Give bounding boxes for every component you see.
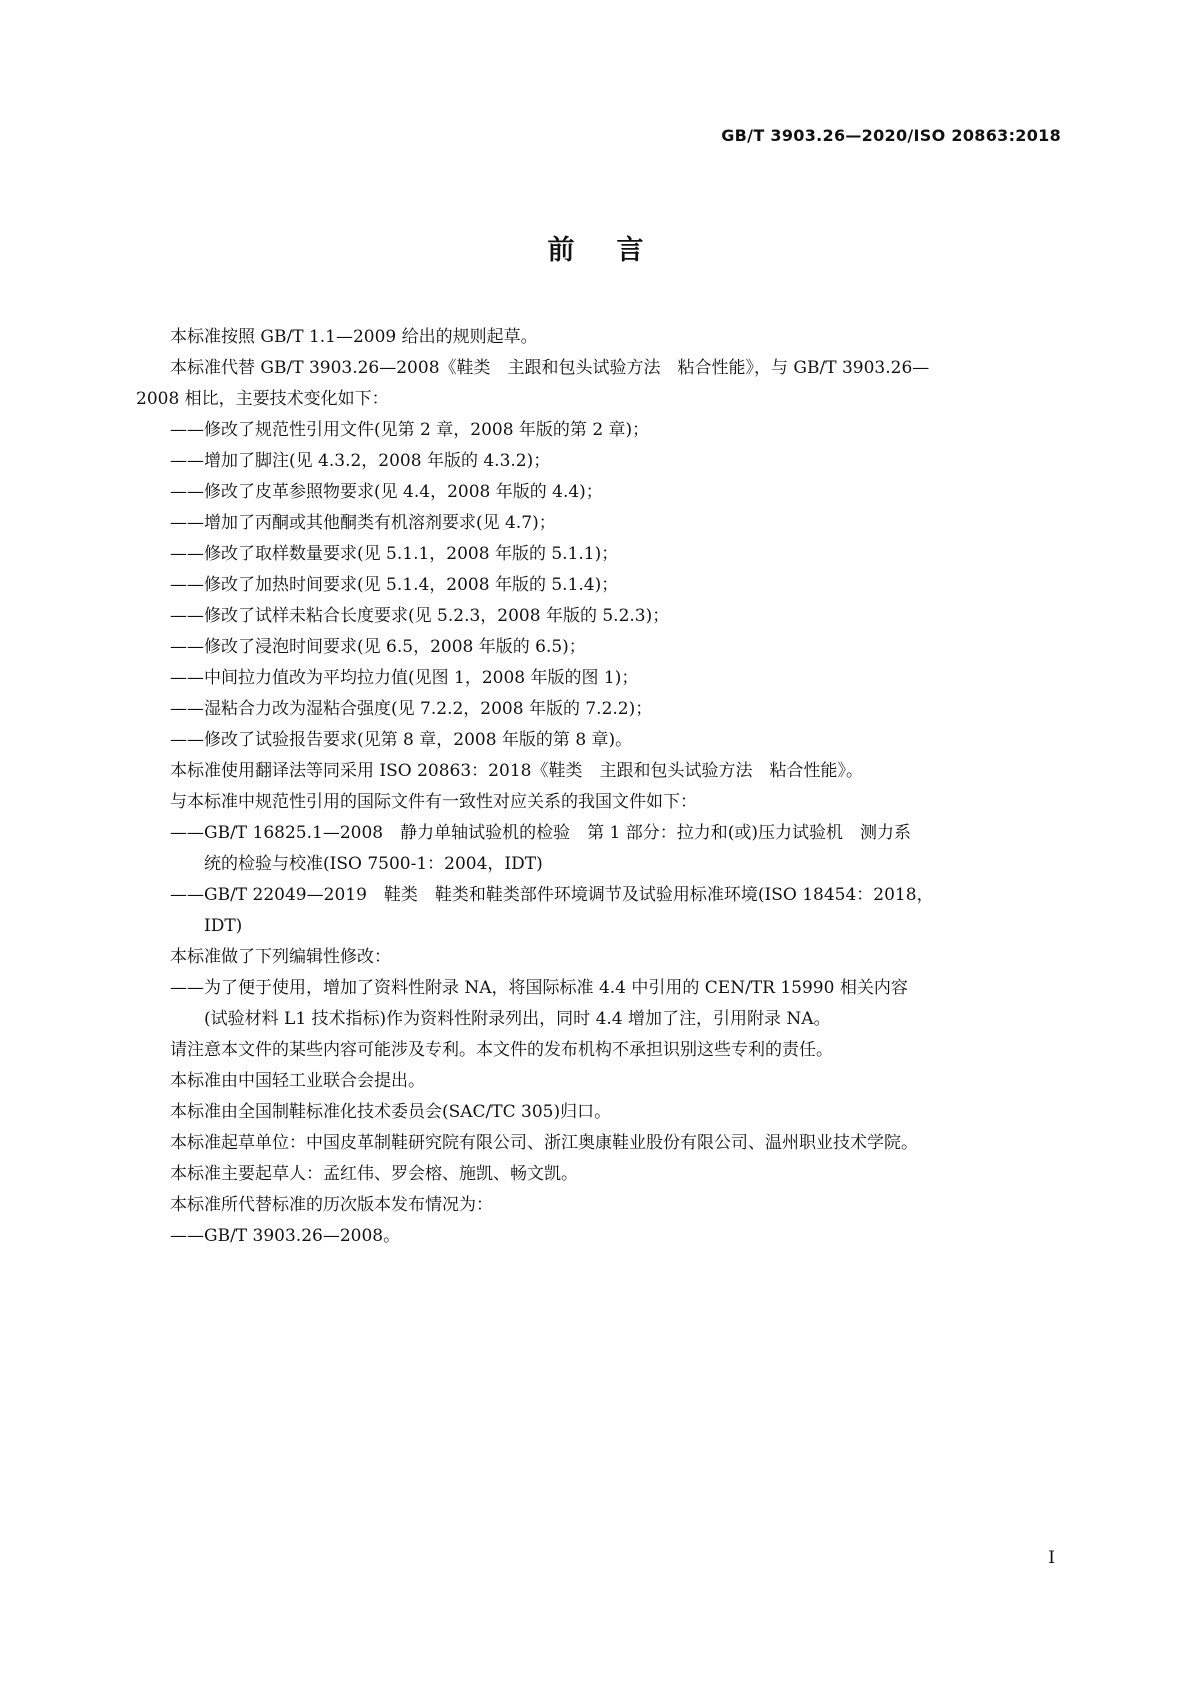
dash-marker: —— (170, 637, 204, 657)
list-item: ——GB/T 16825.1—2008 静力单轴试验机的检验 第 1 部分：拉力和(或)压力试验机 测力系 统的检验与校准(ISO 7500-1：2004，IDT) (136, 818, 1056, 880)
paragraph-replaces-line1: 本标准代替 GB/T 3903.26—2008《鞋类 主跟和包头试验方法 粘合性能》，与 GB/T 3903.26— (170, 358, 930, 378)
dash-marker: —— (170, 668, 204, 688)
previous-editions-list (136, 1221, 1056, 1252)
list-item: ——修改了取样数量要求(见 5.1.1，2008 年版的 5.1.1)； (136, 539, 1056, 570)
list-item: ——中间拉力值改为平均拉力值(见图 1，2008 年版的图 1)； (136, 663, 1056, 694)
paragraph-drafting-units: 本标准起草单位：中国皮革制鞋研究院有限公司、浙江奥康鞋业股份有限公司、温州职业技术学院。 (170, 1133, 918, 1153)
dash-marker: —— (170, 513, 204, 533)
dash-marker: —— (170, 978, 204, 998)
dash-marker: —— (170, 420, 204, 440)
dash-marker: —— (170, 699, 204, 719)
dash-marker: —— (170, 1226, 204, 1246)
dash-marker: —— (170, 606, 204, 626)
list-item: ——修改了加热时间要求(见 5.1.4，2008 年版的 5.1.4)； (136, 570, 1056, 601)
dash-marker: —— (170, 451, 204, 471)
paragraph-proposed-by: 本标准由中国轻工业联合会提出。 (170, 1071, 425, 1091)
dash-marker: —— (170, 575, 204, 595)
technical-changes-list (136, 415, 1056, 756)
paragraph-replaces-line2: 2008 相比，主要技术变化如下： (136, 389, 389, 409)
list-item: ——修改了规范性引用文件(见第 2 章，2008 年版的第 2 章)； (136, 415, 1056, 446)
paragraph-drafting-rules: 本标准按照 GB/T 1.1—2009 给出的规则起草。 (170, 327, 538, 347)
dash-marker: —— (170, 544, 204, 564)
page-number: I (1048, 1548, 1055, 1568)
list-item: ——增加了丙酮或其他酮类有机溶剂要求(见 4.7)； (136, 508, 1056, 539)
list-item: ——修改了试验报告要求(见第 8 章，2008 年版的第 8 章)。 (136, 725, 1056, 756)
foreword-body (136, 322, 1056, 1252)
editorial-changes-list (136, 973, 1056, 1035)
paragraph-drafters: 本标准主要起草人：孟红伟、罗会榕、施凯、畅文凯。 (170, 1164, 578, 1184)
dash-marker: —— (170, 730, 204, 750)
list-item: ——湿粘合力改为湿粘合强度(见 7.2.2，2008 年版的 7.2.2)； (136, 694, 1056, 725)
paragraph-under-jurisdiction: 本标准由全国制鞋标准化技术委员会(SAC/TC 305)归口。 (170, 1102, 612, 1122)
list-item: ——为了便于使用，增加了资料性附录 NA，将国际标准 4.4 中引用的 CEN/TR 15990 相关内容 (试验材料 L1 技术指标)作为资料性附录列出，同时 4.4 增加了注，引用附录 NA。 (136, 973, 1056, 1035)
paragraph-patent-notice: 请注意本文件的某些内容可能涉及专利。本文件的发布机构不承担识别这些专利的责任。 (170, 1040, 833, 1060)
dash-marker: —— (170, 885, 204, 905)
list-item: ——GB/T 22049—2019 鞋类 鞋类和鞋类部件环境调节及试验用标准环境(ISO 18454：2018， IDT) (136, 880, 1056, 942)
dash-marker: —— (170, 823, 204, 843)
paragraph-adoption: 本标准使用翻译法等同采用 ISO 20863：2018《鞋类 主跟和包头试验方法 粘合性能》。 (170, 761, 863, 781)
paragraph-corresponding-intro: 与本标准中规范性引用的国际文件有一致性对应关系的我国文件如下： (170, 792, 697, 812)
dash-marker: —— (170, 482, 204, 502)
page-title: 前言 (547, 235, 686, 266)
list-item: ——修改了试样未粘合长度要求(见 5.2.3，2008 年版的 5.2.3)； (136, 601, 1056, 632)
document-code-header: GB/T 3903.26—2020/ISO 20863:2018 (721, 126, 1061, 145)
list-item: ——修改了浸泡时间要求(见 6.5，2008 年版的 6.5)； (136, 632, 1056, 663)
list-item: ——增加了脚注(见 4.3.2，2008 年版的 4.3.2)； (136, 446, 1056, 477)
paragraph-previous-editions: 本标准所代替标准的历次版本发布情况为： (170, 1195, 493, 1215)
list-item: ——修改了皮革参照物要求(见 4.4，2008 年版的 4.4)； (136, 477, 1056, 508)
corresponding-documents-list (136, 818, 1056, 942)
paragraph-editorial-intro: 本标准做了下列编辑性修改： (170, 947, 391, 967)
list-item: ——GB/T 3903.26—2008。 (136, 1221, 1056, 1252)
